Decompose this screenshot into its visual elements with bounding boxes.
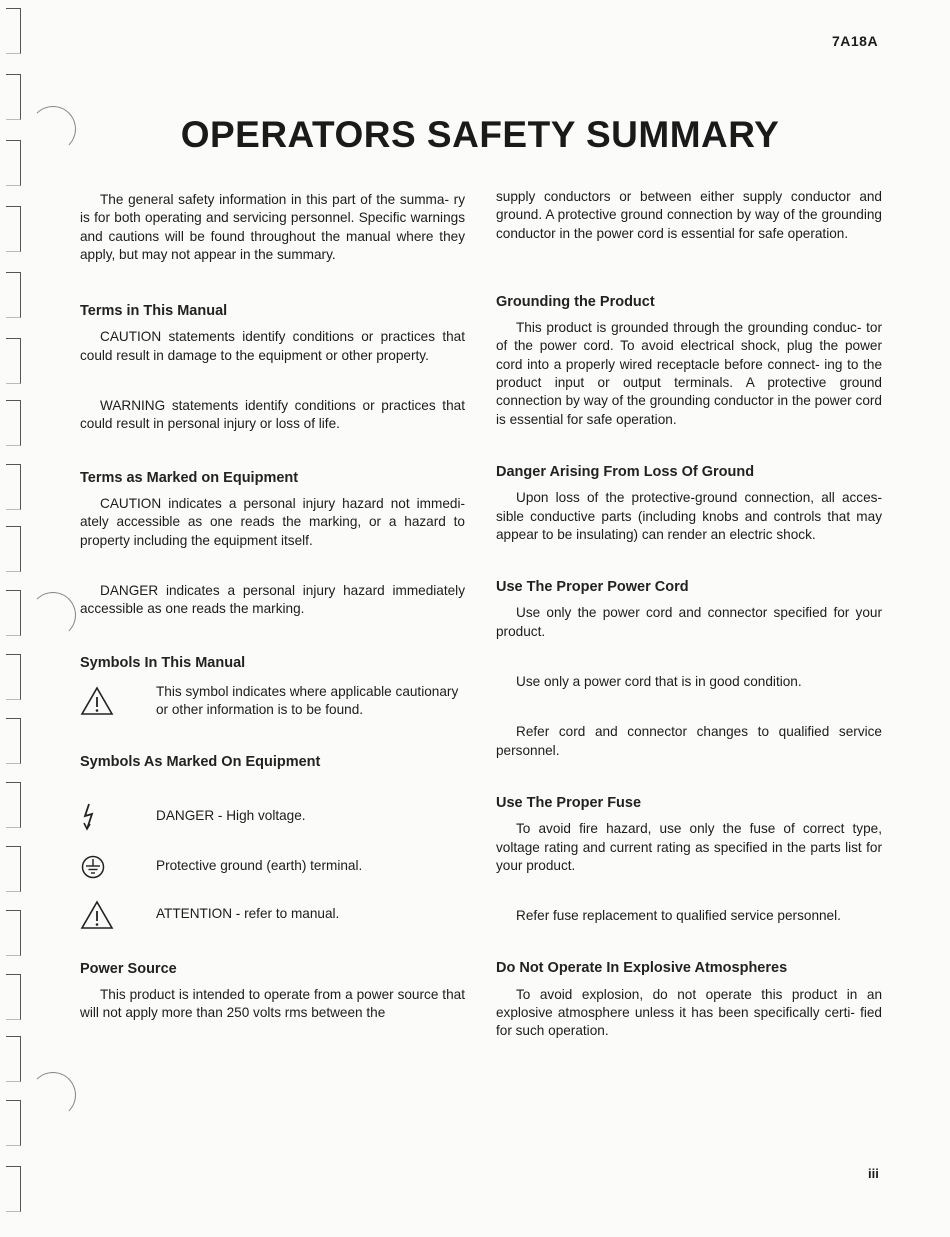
symbol-equipment-text: DANGER - High voltage. (156, 808, 306, 824)
power-cord-paragraph: Use only a power cord that is in good condition. (516, 674, 802, 690)
binder-tab (6, 654, 21, 700)
loss-ground-paragraph: Upon loss of the protective-ground connection, all acces- sible conductive parts (including knobs and controls that may appear to be insulating) can render an electric shock. (496, 490, 882, 542)
binder-tab (6, 206, 21, 252)
terms-manual-heading: Terms in This Manual (80, 303, 228, 320)
caution-statement-paragraph: CAUTION statements identify conditions or practices that could result in damage to the equipment or other property. (80, 329, 465, 363)
binder-hole (30, 592, 76, 638)
binder-hole (30, 1072, 76, 1118)
left-column (80, 191, 465, 1023)
binder-tab (6, 782, 21, 828)
right-column (496, 188, 882, 1041)
attention-triangle-icon (80, 900, 156, 930)
binder-tab (6, 590, 21, 636)
grounding-paragraph: This product is grounded through the grounding conduc- tor of the power cord. To avoid electrical shock, plug the power cord into a properly wired receptacle before connect- ing to the product input or output terminals. A protective ground connection by way of the grounding conductor in the power cord is essential for safe operation. (496, 320, 882, 427)
binder-tab (6, 846, 21, 892)
caution-marking-paragraph: CAUTION indicates a personal injury hazard not immedi- ately accessible as one reads the marking, or a hazard to property including the equipment itself. (80, 495, 465, 548)
ground-terminal-icon (80, 854, 156, 880)
symbol-equipment-text: Protective ground (earth) terminal. (156, 858, 363, 874)
symbol-manual-row (80, 683, 465, 720)
page-number: iii (868, 1166, 879, 1181)
symbol-equipment-row (80, 900, 465, 930)
power-cord-paragraph: Use only the power cord and connector specified for your product. (496, 605, 882, 639)
binder-tab (6, 1166, 21, 1212)
page-title: OPERATORS SAFETY SUMMARY (180, 114, 780, 155)
caution-triangle-icon (80, 686, 156, 716)
binder-tab (6, 718, 21, 764)
high-voltage-icon (80, 802, 156, 832)
symbols-manual-heading: Symbols In This Manual (80, 655, 246, 672)
binder-tab (6, 910, 21, 956)
explosive-heading: Do Not Operate In Explosive Atmospheres (496, 960, 788, 977)
symbol-equipment-row (80, 854, 465, 880)
loss-ground-heading: Danger Arising From Loss Of Ground (496, 463, 755, 480)
binder-tab (6, 1100, 21, 1146)
power-source-heading: Power Source (80, 960, 177, 977)
power-cord-heading: Use The Proper Power Cord (496, 579, 689, 596)
binder-tab (6, 400, 21, 446)
power-source-paragraph: This product is intended to operate from a power source that will not apply more than 250 volts rms between the (80, 986, 465, 1021)
power-cord-paragraph: Refer cord and connector changes to qualified service personnel. (496, 724, 882, 758)
fuse-paragraph: To avoid fire hazard, use only the fuse of correct type, voltage rating and current rating as specified in the parts list for your product. (496, 821, 882, 873)
warning-statement-paragraph: WARNING statements identify conditions or practices that could result in personal injury or loss of life. (80, 398, 465, 432)
terms-equipment-heading: Terms as Marked on Equipment (80, 469, 299, 486)
fuse-paragraph: Refer fuse replacement to qualified service personnel. (516, 908, 841, 924)
binder-tab (6, 974, 21, 1020)
intro-paragraph: The general safety information in this part of the summa- ry is for both operating and servicing personnel. Specific warnings and cautions will be found throughout the manual where they apply, but may not appear in the summary. (80, 192, 465, 262)
document-number: 7A18A (832, 33, 879, 49)
binder-tab (6, 526, 21, 572)
symbols-equipment-heading: Symbols As Marked On Equipment (80, 754, 321, 771)
grounding-heading: Grounding the Product (496, 293, 655, 310)
binder-tab (6, 272, 21, 318)
binder-tab (6, 464, 21, 510)
binder-tab (6, 338, 21, 384)
symbol-manual-text: This symbol indicates where applicable cautionary or other information is to be found. (156, 683, 459, 718)
symbol-equipment-text: ATTENTION - refer to manual. (156, 906, 340, 922)
danger-marking-paragraph: DANGER indicates a personal injury hazard immediately accessible as one reads the marking. (80, 582, 465, 617)
binder-tab (6, 1036, 21, 1082)
continuation-paragraph: supply conductors or between either supply conductor and ground. A protective ground connection by way of the grounding conductor in the power cord is essential for safe operation. (496, 189, 882, 241)
binder-tab (6, 8, 21, 54)
fuse-heading: Use The Proper Fuse (496, 794, 642, 811)
explosive-paragraph: To avoid explosion, do not operate this product in an explosive atmosphere unless it has been specifically certi- fied for such operation. (496, 986, 882, 1039)
symbol-equipment-row (80, 802, 465, 832)
